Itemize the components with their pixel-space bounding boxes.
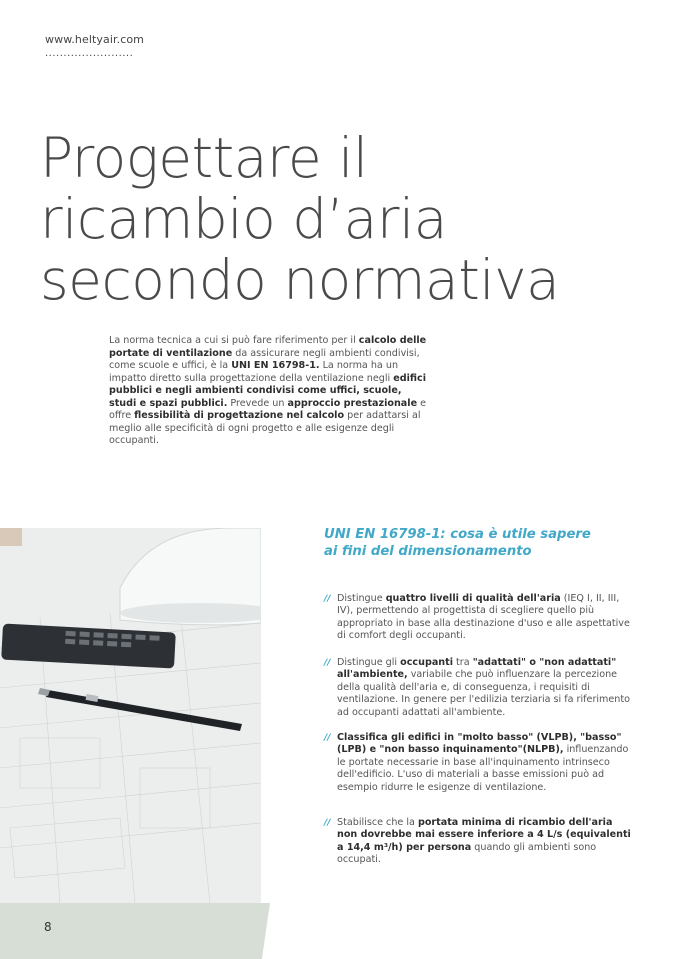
- bullet-text-run: tra: [453, 657, 473, 668]
- section-title-line-1: UNI EN 16798-1: cosa è utile sapere: [324, 527, 591, 542]
- intro-text-run: per adattarsi al meglio alle specificità di ogni progetto e alle esigenze degli occupanti.: [109, 410, 421, 446]
- desk-photo-illustration: [0, 528, 261, 904]
- bullet-marker: //: [324, 658, 331, 668]
- bullet-marker: //: [324, 594, 331, 604]
- bullet-text-bold-run: "adattati" o "non adattati" all'ambiente,: [337, 657, 617, 681]
- bullet-text-run: quando gli ambienti sono occupati.: [337, 841, 597, 866]
- desk-photo: [0, 528, 261, 904]
- section-title-line-2: ai fini del dimensionamento: [324, 544, 532, 559]
- site-url[interactable]: www.heltyair.com: [45, 33, 144, 46]
- bullet-text-run: Stabilisce che la: [337, 817, 418, 828]
- bullet-text-run: variabile che può influenzare la percezione della qualità dell'aria e, di conseguenza, i requisiti di ventilazione. In genere per l'edilizia terziaria si fa riferimento ad occupanti adattati all'ambiente.: [337, 669, 631, 718]
- bullet-text-run: (IEQ I, II, III, IV), permettendo al progettista di scegliere quello più appropriato in base alla destinazione d'uso e alle aspettative di comfort degli occupanti.: [337, 593, 630, 642]
- bullet-text-bold-run: quattro livelli di qualità dell'aria: [385, 593, 561, 604]
- intro-text-bold-run: edifici pubblici e negli ambienti condivisi come uffici, scuole, studi e spazi pubblici.: [109, 372, 426, 409]
- intro-text-run: La norma tecnica a cui si può fare riferimento per il: [109, 335, 359, 346]
- bullet-text: [337, 657, 635, 719]
- url-underline-dots: ........................: [45, 48, 134, 59]
- intro-text-run: La norma ha un impatto diretto sulla progettazione della ventilazione negli: [109, 360, 399, 384]
- bullet-marker: //: [324, 733, 331, 743]
- bullet-text: [337, 817, 635, 867]
- bullet-text-bold-run: occupanti: [400, 657, 453, 668]
- bullet-text-bold-run: portata minima di ricambio dell'aria non dovrebbe mai essere inferiore a 4 L/s (equivalenti a 14,4 m³/h) per persona: [337, 817, 631, 853]
- page-number: 8: [44, 920, 52, 934]
- bullet-text-run: influenzando le portate necessarie in base all'inquinamento intrinseco dell'edificio. L'uso di materiali a basse emissioni può ad esempio ridurre le esigenze di ventilazione.: [337, 744, 629, 793]
- intro-text-bold-run: calcolo delle portate di ventilazione: [109, 335, 427, 359]
- title-line-3: secondo normativa: [40, 248, 560, 312]
- bullet-item-3: [324, 732, 644, 794]
- page-title: [40, 128, 660, 311]
- bullet-item-4: [324, 817, 644, 867]
- bullet-text: [337, 732, 635, 794]
- title-line-1: Progettare il: [40, 126, 368, 190]
- bullet-marker: //: [324, 818, 331, 828]
- bullet-item-2: [324, 657, 644, 719]
- bullet-text-run: Distingue: [337, 593, 386, 604]
- intro-text-bold-run: flessibilità di progettazione nel calcolo: [134, 410, 345, 421]
- bullet-text-bold-run: Classifica gli edifici in "molto basso" (VLPB), "basso"(LPB) e "non basso inquinamento"(NLPB),: [337, 732, 622, 756]
- bullet-text-run: Distingue gli: [337, 657, 401, 668]
- intro-text-run: e offre: [109, 397, 427, 421]
- bullet-item-1: [324, 593, 644, 643]
- intro-text-bold-run: UNI EN 16798-1.: [231, 360, 320, 371]
- intro-paragraph: [109, 335, 429, 448]
- section-title: [324, 526, 644, 560]
- footer-band: [0, 903, 270, 959]
- title-line-2: ricambio d’aria: [40, 187, 447, 251]
- intro-text-run: Prevede un: [227, 397, 288, 409]
- bullet-text: [337, 593, 635, 643]
- intro-text-bold-run: approccio prestazionale: [287, 397, 418, 409]
- intro-text-run: da assicurare negli ambienti condivisi, come scuole e uffici, è la: [109, 347, 420, 371]
